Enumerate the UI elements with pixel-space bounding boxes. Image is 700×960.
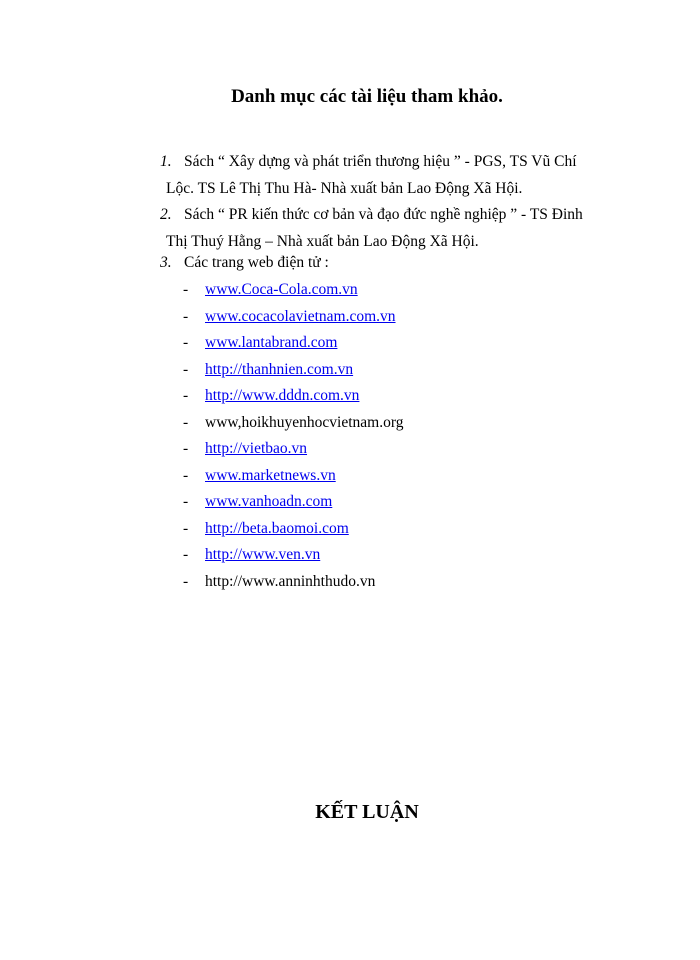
website-link[interactable]: http://beta.baomoi.com [205, 519, 349, 537]
list-bullet: - [183, 413, 189, 431]
reference-item-1 [160, 149, 630, 202]
website-list-item [183, 569, 403, 596]
website-link[interactable]: www.marketnews.vn [205, 466, 336, 484]
list-bullet: - [183, 360, 189, 378]
reference-number: 1. [160, 153, 172, 170]
website-list-item [183, 463, 403, 490]
website-link[interactable]: http://www.ven.vn [205, 546, 321, 563]
list-bullet: - [183, 281, 189, 298]
website-link[interactable]: http://www.dddn.com.vn [205, 387, 360, 404]
list-bullet: - [183, 307, 189, 325]
reference-text [160, 202, 630, 255]
list-bullet: - [183, 334, 189, 351]
reference-text [160, 149, 630, 202]
list-bullet: - [183, 519, 189, 537]
website-link[interactable]: http://thanhnien.com.vn [205, 360, 354, 378]
website-link[interactable]: www.Coca-Cola.com.vn [205, 281, 358, 298]
conclusion-heading: KẾT LUẬN [315, 801, 419, 823]
website-link[interactable]: www.vanhoadn.com [205, 493, 333, 510]
reference-number: 3. [160, 254, 172, 271]
reference-item-3 [160, 250, 630, 277]
list-bullet: - [183, 546, 189, 563]
list-bullet: - [183, 493, 189, 510]
website-list-item [183, 330, 403, 357]
reference-text [160, 250, 630, 277]
website-link[interactable]: www.cocacolavietnam.com.vn [205, 307, 396, 325]
website-list [183, 277, 403, 595]
website-list-item [183, 516, 403, 543]
website-text: http://www.anninhthudo.vn [205, 572, 376, 590]
website-list-item [183, 542, 403, 569]
reference-line-2: Lộc. TS Lê Thị Thu Hà- Nhà xuất bản Lao Động Xã Hội. [166, 179, 523, 197]
website-list-item [183, 357, 403, 384]
reference-line-1: Sách “ Xây dựng và phát triển thương hiệu ” - PGS, TS Vũ Chí [184, 153, 577, 170]
list-bullet: - [183, 387, 189, 404]
website-list-item [183, 410, 403, 437]
website-text: www,hoikhuyenhocvietnam.org [205, 413, 404, 431]
website-link[interactable]: http://vietbao.vn [205, 440, 308, 457]
list-bullet: - [183, 572, 189, 590]
website-list-item [183, 277, 403, 304]
page-title: Danh mục các tài liệu tham khảo. [231, 86, 503, 107]
reference-line-1: Các trang web điện tử : [184, 254, 329, 271]
website-list-item [183, 383, 403, 410]
reference-line-2: Thị Thuý Hằng – Nhà xuất bản Lao Động Xã Hội. [166, 232, 479, 250]
website-list-item [183, 436, 403, 463]
list-bullet: - [183, 440, 189, 457]
reference-number: 2. [160, 206, 172, 223]
reference-item-2 [160, 202, 630, 255]
reference-line-1: Sách “ PR kiến thức cơ bản và đạo đức nghề nghiệp ” - TS Đinh [184, 206, 583, 223]
list-bullet: - [183, 466, 189, 484]
website-link[interactable]: www.lantabrand.com [205, 334, 338, 351]
website-list-item [183, 304, 403, 331]
website-list-item [183, 489, 403, 516]
